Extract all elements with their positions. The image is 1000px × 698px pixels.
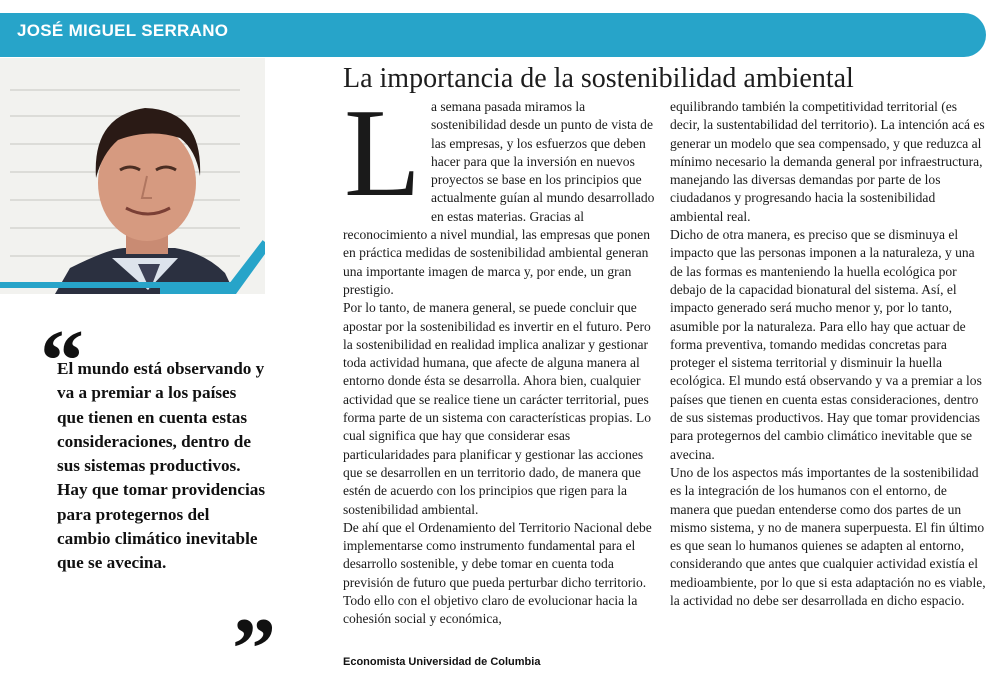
pull-quote: El mundo está observando y va a premiar a los países que tienen en cuenta estas consideraciones, dentro de sus sistemas productivos. Hay que tomar providencias para protegernos del cambio climático inevitable que se avecina.	[57, 359, 266, 573]
article-column-2	[670, 98, 988, 610]
author-byline: Economista Universidad de Columbia	[343, 656, 541, 668]
article-column-1	[343, 84, 659, 629]
article-paragraph: De ahí que el Ordenamiento del Territorio Nacional debe implementarse como instrumento fundamental para el desarrollo sostenible, y debe tomar en cuenta toda previsión de futuro que pueda perturbar dicho territorio. Todo ello con el objetivo claro de evolucionar hacia la cohesión social y económica,	[343, 519, 652, 627]
article-paragraph: a semana pasada miramos la sostenibilidad desde un punto de vista de las empresas, y los esfuerzos que deben hacer para que la inversión en nuevos proyectos se base en los principios que actualmente guían al mundo desarrollado en estas materias. Gracias al reconocimiento a nivel mundial, las empresas que ponen en práctica medidas de sostenibilidad ambiental generan una importante imagen de marca y, por ende, un gran prestigio.	[343, 99, 655, 297]
author-name: JOSÉ MIGUEL SERRANO	[17, 21, 229, 40]
article-paragraph: Dicho de otra manera, es preciso que se disminuya el impacto que las personas imponen a la naturaleza, y una de las formas es manteniendo la huella ecológica por debajo de la capacidad bionatural del sistema. Así, el impacto generado será mucho menor y, por lo tanto, asumible por la naturaleza. Para ello hay que actuar de forma preventiva, tomando medidas concretas para proteger el sistema territorial y disminuir la huella ecológica. El mundo está observando y va a premiar a los países que tienen en cuenta estas consideraciones, dentro de sus sistemas productivos. Hay que tomar providencias para protegernos del cambio climático inevitable que se avecina.	[670, 227, 982, 462]
close-quote-icon: ”	[232, 601, 276, 698]
article-paragraph: Por lo tanto, de manera general, se puede concluir que apostar por la sostenibilidad es invertir en el futuro. Pero la sostenibilidad en realidad implica analizar y gestionar toda actividad humana, que afecte de alguna manera al entorno donde ésta se desarrolla. Ahora bien, cualquier actividad que se realice tiene un carácter territorial, pues forma parte de un sistema con características propias. Lo cual significa que hay que considerar esas particularidades para planificar y gestionar las acciones que se desarrollen en un territorio dado, de manera que estén de acuerdo con los principios que rigen para la sostenibilidad ambiental.	[343, 300, 652, 517]
open-quote-icon: “	[40, 313, 84, 410]
author-photo	[0, 58, 265, 294]
article-title: La importancia de la sostenibilidad ambiental	[343, 63, 854, 94]
article-paragraph: equilibrando también la competitividad territorial (es decir, la sustentabilidad del territorio). La intención acá es generar un modelo que sea compensado, y que reduzca al mínimo necesario la demanda general por infraestructura, manejando las diversas demandas por parte de los ciudadanos y progresando hacia la sostenibilidad ambiental real.	[670, 99, 985, 224]
drop-cap: L	[344, 84, 421, 223]
article-paragraph: Uno de los aspectos más importantes de la sostenibilidad es la integración de los humanos con el entorno, de manera que puedan entenderse como dos partes de un mismo sistema, y no de manera superpuesta. El fin último es que sean lo humanos quienes se adapten al entorno, considerando que antes que cualquier actividad existía el medioambiente, por lo que si esta adaptación no es viable, la actividad no debe ser desarrollada en dicho espacio.	[670, 464, 986, 609]
